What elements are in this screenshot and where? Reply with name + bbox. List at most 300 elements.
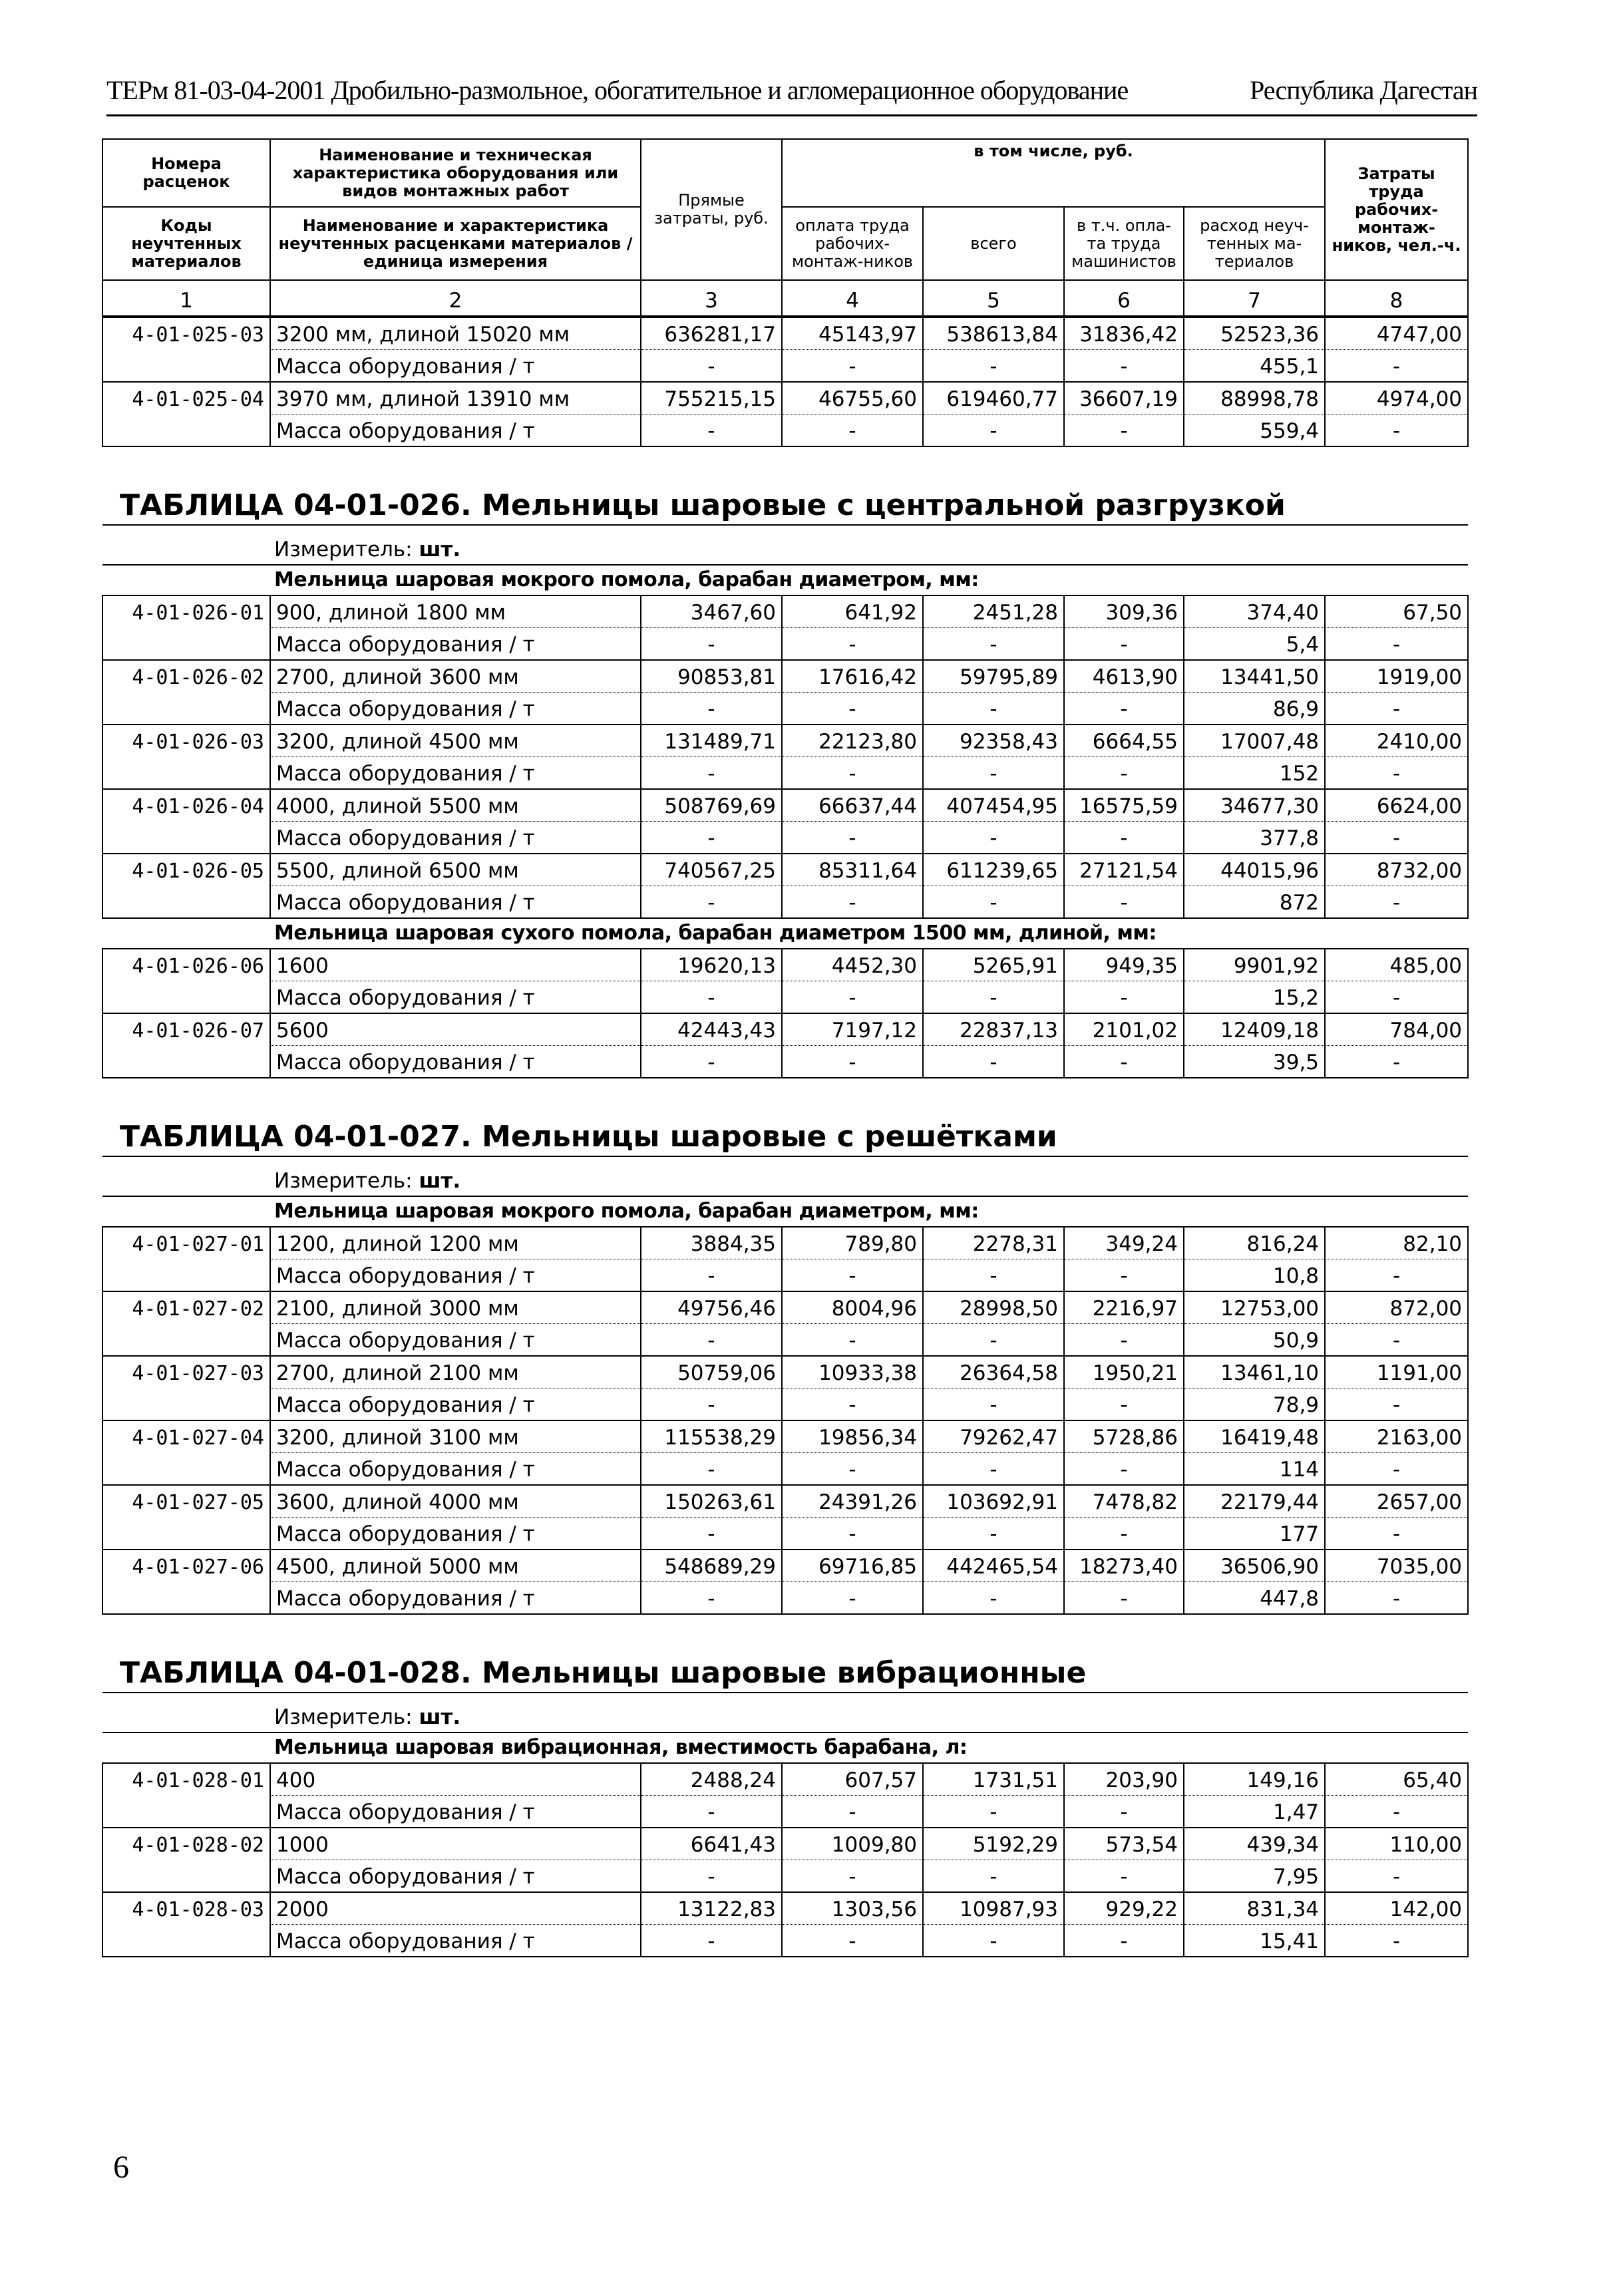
direct-costs: 49756,46 [641, 1291, 782, 1324]
equipment-mass: 377,8 [1184, 822, 1325, 854]
rate-code: 4-01-027-06 [102, 1550, 270, 1582]
dash-cell: - [782, 1324, 923, 1357]
dash-cell: - [782, 628, 923, 661]
labor-hours: 1191,00 [1325, 1356, 1468, 1389]
direct-costs: 42443,43 [641, 1013, 782, 1046]
dash-cell: - [641, 1582, 782, 1615]
dash-cell: - [1064, 628, 1184, 661]
mass-code-cell [102, 350, 270, 383]
rate-code: 4-01-027-03 [102, 1356, 270, 1389]
dash-cell: - [923, 1582, 1064, 1615]
equipment-mass: 177 [1184, 1518, 1325, 1550]
rate-row [102, 595, 1468, 628]
worker-pay: 66637,44 [782, 789, 923, 822]
mass-code-cell [102, 1925, 270, 1957]
dash-cell: - [1064, 414, 1184, 447]
rate-name: 3200, длиной 3100 мм [270, 1420, 641, 1453]
rate-row [102, 1763, 1468, 1796]
mass-row [102, 1324, 1468, 1357]
rate-code: 4-01-026-07 [102, 1013, 270, 1046]
equipment-mass: 10,8 [1184, 1259, 1325, 1292]
rate-row [102, 789, 1468, 822]
dash-cell: - [641, 822, 782, 854]
dash-cell: - [782, 981, 923, 1014]
mass-row [102, 886, 1468, 919]
dash-cell: - [1064, 1796, 1184, 1828]
mass-code-cell [102, 693, 270, 725]
group-heading-row [102, 1196, 1468, 1227]
dash-cell: - [782, 1259, 923, 1292]
column-number: 5 [923, 280, 1064, 317]
rate-name: 3200, длиной 4500 мм [270, 725, 641, 757]
machines-total: 103692,91 [923, 1485, 1064, 1518]
dash-cell: - [1064, 1582, 1184, 1615]
equipment-mass: 1,47 [1184, 1796, 1325, 1828]
dash-cell: - [641, 350, 782, 383]
dash-cell: - [1325, 1518, 1468, 1550]
dash-cell: - [1325, 350, 1468, 383]
worker-pay: 7197,12 [782, 1013, 923, 1046]
worker-pay: 19856,34 [782, 1420, 923, 1453]
unit-value: шт. [419, 538, 461, 562]
dash-cell: - [1064, 1046, 1184, 1078]
page-number: 6 [113, 2150, 129, 2185]
dash-cell: - [641, 414, 782, 447]
direct-costs: 755215,15 [641, 382, 782, 414]
materials-cost: 831,34 [1184, 1892, 1325, 1925]
worker-pay: 607,57 [782, 1763, 923, 1796]
equipment-mass: 7,95 [1184, 1860, 1325, 1893]
dash-cell: - [641, 1925, 782, 1957]
header-row-1 [102, 139, 1468, 207]
materials-cost: 9901,92 [1184, 949, 1325, 981]
mass-label: Масса оборудования / т [270, 350, 641, 383]
equipment-mass: 447,8 [1184, 1582, 1325, 1615]
column-number: 6 [1064, 280, 1184, 317]
mass-label: Масса оборудования / т [270, 822, 641, 854]
dash-cell: - [923, 693, 1064, 725]
labor-hours: 784,00 [1325, 1013, 1468, 1046]
equipment-mass: 5,4 [1184, 628, 1325, 661]
labor-hours: 82,10 [1325, 1227, 1468, 1259]
dash-cell: - [782, 1582, 923, 1615]
rate-name: 2700, длиной 2100 мм [270, 1356, 641, 1389]
machines-total: 26364,58 [923, 1356, 1064, 1389]
rate-name: 3600, длиной 4000 мм [270, 1485, 641, 1518]
equipment-mass: 559,4 [1184, 414, 1325, 447]
dash-cell: - [1064, 1389, 1184, 1421]
col-header-material-names: Наименование и характеристика неучтенных расценками материалов / единица измерения [270, 207, 641, 280]
mass-row [102, 822, 1468, 854]
dash-cell: - [641, 1259, 782, 1292]
mass-code-cell [102, 1453, 270, 1486]
mass-code-cell [102, 1796, 270, 1828]
dash-cell: - [641, 886, 782, 919]
dash-cell: - [1064, 1860, 1184, 1893]
rate-name: 400 [270, 1763, 641, 1796]
dash-cell: - [782, 1925, 923, 1957]
labor-hours: 110,00 [1325, 1828, 1468, 1860]
dash-cell: - [923, 1389, 1064, 1421]
table-title-row [102, 1078, 1468, 1156]
rate-code: 4-01-026-03 [102, 725, 270, 757]
worker-pay: 789,80 [782, 1227, 923, 1259]
mass-row [102, 1925, 1468, 1957]
dash-cell: - [1064, 693, 1184, 725]
materials-cost: 149,16 [1184, 1763, 1325, 1796]
unit-label: Измеритель: [274, 1169, 413, 1193]
group-heading-row [102, 918, 1468, 949]
machines-total: 2451,28 [923, 595, 1064, 628]
materials-cost: 36506,90 [1184, 1550, 1325, 1582]
dash-cell: - [782, 1860, 923, 1893]
labor-hours: 4747,00 [1325, 317, 1468, 350]
labor-hours: 67,50 [1325, 595, 1468, 628]
machines-total: 28998,50 [923, 1291, 1064, 1324]
dash-cell: - [923, 981, 1064, 1014]
mass-label: Масса оборудования / т [270, 693, 641, 725]
dash-cell: - [1325, 981, 1468, 1014]
dash-cell: - [1325, 1259, 1468, 1292]
rate-code: 4-01-028-02 [102, 1828, 270, 1860]
unit-label: Измеритель: [274, 1705, 413, 1729]
machines-total: 5265,91 [923, 949, 1064, 981]
mass-row [102, 1518, 1468, 1550]
machines-total: 22837,13 [923, 1013, 1064, 1046]
rate-code: 4-01-026-01 [102, 595, 270, 628]
dash-cell: - [1325, 1582, 1468, 1615]
mass-code-cell [102, 822, 270, 854]
direct-costs: 19620,13 [641, 949, 782, 981]
column-number: 8 [1325, 280, 1468, 317]
column-number: 3 [641, 280, 782, 317]
mass-code-cell [102, 628, 270, 661]
dash-cell: - [1325, 1925, 1468, 1957]
labor-hours: 2163,00 [1325, 1420, 1468, 1453]
mass-row [102, 1860, 1468, 1893]
mass-row [102, 414, 1468, 447]
rate-name: 2000 [270, 1892, 641, 1925]
column-number: 1 [102, 280, 270, 317]
dash-cell: - [1325, 628, 1468, 661]
rate-row [102, 725, 1468, 757]
mass-row [102, 350, 1468, 383]
mass-row [102, 1453, 1468, 1486]
machines-total: 5192,29 [923, 1828, 1064, 1860]
rate-code: 4-01-027-01 [102, 1227, 270, 1259]
direct-costs: 508769,69 [641, 789, 782, 822]
machines-total: 10987,93 [923, 1892, 1064, 1925]
dash-cell: - [782, 822, 923, 854]
unit-label: Измеритель: [274, 538, 413, 562]
labor-hours: 8732,00 [1325, 854, 1468, 886]
dash-cell: - [923, 1518, 1064, 1550]
rate-row [102, 1828, 1468, 1860]
rate-name: 1000 [270, 1828, 641, 1860]
dash-cell: - [641, 757, 782, 790]
machines-total: 611239,65 [923, 854, 1064, 886]
header-row-2 [102, 207, 1468, 280]
dash-cell: - [923, 1796, 1064, 1828]
rate-code: 4-01-026-05 [102, 854, 270, 886]
rate-name: 4000, длиной 5500 мм [270, 789, 641, 822]
labor-hours: 4974,00 [1325, 382, 1468, 414]
dash-cell: - [923, 1324, 1064, 1357]
materials-cost: 374,40 [1184, 595, 1325, 628]
rate-code: 4-01-027-02 [102, 1291, 270, 1324]
group-heading-row [102, 565, 1468, 595]
direct-costs: 13122,83 [641, 1892, 782, 1925]
rate-row [102, 1227, 1468, 1259]
rate-name: 4500, длиной 5000 мм [270, 1550, 641, 1582]
group-heading: Мельница шаровая сухого помола, барабан диаметром 1500 мм, длиной, мм: [102, 918, 1468, 949]
page-header [106, 75, 1477, 114]
dash-cell: - [1064, 1324, 1184, 1357]
operator-pay: 929,22 [1064, 1892, 1184, 1925]
direct-costs: 3467,60 [641, 595, 782, 628]
rate-row [102, 1356, 1468, 1389]
direct-costs: 115538,29 [641, 1420, 782, 1453]
operator-pay: 309,36 [1064, 595, 1184, 628]
dash-cell: - [782, 350, 923, 383]
mass-row [102, 757, 1468, 790]
unit-row [102, 525, 1468, 565]
rate-name: 1200, длиной 1200 мм [270, 1227, 641, 1259]
dash-cell: - [923, 1259, 1064, 1292]
operator-pay: 18273,40 [1064, 1550, 1184, 1582]
worker-pay: 17616,42 [782, 660, 923, 693]
dash-cell: - [1064, 886, 1184, 919]
dash-cell: - [782, 414, 923, 447]
equipment-mass: 50,9 [1184, 1324, 1325, 1357]
table-title-row [102, 446, 1468, 525]
materials-cost: 12409,18 [1184, 1013, 1325, 1046]
mass-label: Масса оборудования / т [270, 757, 641, 790]
mass-row [102, 1796, 1468, 1828]
worker-pay: 85311,64 [782, 854, 923, 886]
mass-label: Масса оборудования / т [270, 1796, 641, 1828]
col-header-direct-costs: Прямые затраты, руб. [641, 139, 782, 280]
group-heading-row [102, 1732, 1468, 1763]
dash-cell: - [782, 693, 923, 725]
operator-pay: 2101,02 [1064, 1013, 1184, 1046]
labor-hours: 142,00 [1325, 1892, 1468, 1925]
equipment-mass: 455,1 [1184, 350, 1325, 383]
direct-costs: 636281,17 [641, 317, 782, 350]
rate-name: 2100, длиной 3000 мм [270, 1291, 641, 1324]
operator-pay: 1950,21 [1064, 1356, 1184, 1389]
dash-cell: - [1325, 1389, 1468, 1421]
mass-code-cell [102, 414, 270, 447]
rates-table [102, 138, 1469, 1957]
mass-label: Масса оборудования / т [270, 981, 641, 1014]
mass-label: Масса оборудования / т [270, 1046, 641, 1078]
column-numbers-row [102, 280, 1468, 317]
direct-costs: 2488,24 [641, 1763, 782, 1796]
dash-cell: - [641, 1046, 782, 1078]
group-heading: Мельница шаровая мокрого помола, барабан диаметром, мм: [102, 1196, 1468, 1227]
labor-hours: 2657,00 [1325, 1485, 1468, 1518]
dash-cell: - [1064, 350, 1184, 383]
header-rule [106, 114, 1477, 116]
dash-cell: - [923, 1046, 1064, 1078]
rate-name: 5500, длиной 6500 мм [270, 854, 641, 886]
rate-name: 3970 мм, длиной 13910 мм [270, 382, 641, 414]
mass-row [102, 628, 1468, 661]
operator-pay: 7478,82 [1064, 1485, 1184, 1518]
mass-code-cell [102, 1324, 270, 1357]
dash-cell: - [923, 628, 1064, 661]
dash-cell: - [1325, 757, 1468, 790]
rate-code: 4-01-027-05 [102, 1485, 270, 1518]
mass-label: Масса оборудования / т [270, 1389, 641, 1421]
worker-pay: 4452,30 [782, 949, 923, 981]
mass-row [102, 1046, 1468, 1078]
operator-pay: 2216,97 [1064, 1291, 1184, 1324]
labor-hours: 7035,00 [1325, 1550, 1468, 1582]
dash-cell: - [1325, 693, 1468, 725]
rate-code: 4-01-027-04 [102, 1420, 270, 1453]
dash-cell: - [641, 1860, 782, 1893]
machines-total: 92358,43 [923, 725, 1064, 757]
dash-cell: - [1064, 1453, 1184, 1486]
worker-pay: 69716,85 [782, 1550, 923, 1582]
rate-row [102, 1013, 1468, 1046]
equipment-mass: 15,41 [1184, 1925, 1325, 1957]
worker-pay: 1009,80 [782, 1828, 923, 1860]
machines-total: 619460,77 [923, 382, 1064, 414]
rate-code: 4-01-026-02 [102, 660, 270, 693]
rate-row [102, 1485, 1468, 1518]
column-number: 2 [270, 280, 641, 317]
table-title-row [102, 1614, 1468, 1693]
dash-cell: - [923, 350, 1064, 383]
table-title: ТАБЛИЦА 04-01-026. Мельницы шаровые с центральной разгрузкой [102, 446, 1468, 525]
mass-label: Масса оборудования / т [270, 1582, 641, 1615]
dash-cell: - [1325, 1860, 1468, 1893]
rate-row [102, 382, 1468, 414]
machines-total: 442465,54 [923, 1550, 1064, 1582]
dash-cell: - [1064, 981, 1184, 1014]
materials-cost: 88998,78 [1184, 382, 1325, 414]
materials-cost: 16419,48 [1184, 1420, 1325, 1453]
dash-cell: - [641, 1518, 782, 1550]
mass-row [102, 981, 1468, 1014]
operator-pay: 27121,54 [1064, 854, 1184, 886]
operator-pay: 573,54 [1064, 1828, 1184, 1860]
mass-label: Масса оборудования / т [270, 1518, 641, 1550]
mass-code-cell [102, 757, 270, 790]
col-header-labor-hours: Затраты труда рабочих-монтаж-ников, чел.-ч. [1325, 139, 1468, 280]
machines-total: 538613,84 [923, 317, 1064, 350]
dash-cell: - [1064, 822, 1184, 854]
labor-hours: 65,40 [1325, 1763, 1468, 1796]
dash-cell: - [923, 1925, 1064, 1957]
operator-pay: 203,90 [1064, 1763, 1184, 1796]
materials-cost: 44015,96 [1184, 854, 1325, 886]
direct-costs: 740567,25 [641, 854, 782, 886]
direct-costs: 50759,06 [641, 1356, 782, 1389]
direct-costs: 131489,71 [641, 725, 782, 757]
machines-total: 407454,95 [923, 789, 1064, 822]
group-heading: Мельница шаровая вибрационная, вместимость барабана, л: [102, 1732, 1468, 1763]
rate-name: 900, длиной 1800 мм [270, 595, 641, 628]
materials-cost: 17007,48 [1184, 725, 1325, 757]
rate-code: 4-01-028-03 [102, 1892, 270, 1925]
dash-cell: - [923, 414, 1064, 447]
col-header-operator-pay: в т.ч. опла-та труда машинистов [1064, 207, 1184, 280]
mass-label: Масса оборудования / т [270, 414, 641, 447]
col-header-name: Наименование и техническая характеристика оборудования или видов монтажных работ [270, 139, 641, 207]
column-number: 7 [1184, 280, 1325, 317]
dash-cell: - [1325, 1796, 1468, 1828]
direct-costs: 150263,61 [641, 1485, 782, 1518]
rate-name: 2700, длиной 3600 мм [270, 660, 641, 693]
unit-cell [102, 1693, 1468, 1732]
dash-cell: - [782, 886, 923, 919]
col-header-material-codes: Коды неучтенных материалов [102, 207, 270, 280]
col-header-including: в том числе, руб. [782, 139, 1325, 207]
operator-pay: 6664,55 [1064, 725, 1184, 757]
worker-pay: 45143,97 [782, 317, 923, 350]
equipment-mass: 39,5 [1184, 1046, 1325, 1078]
rate-row [102, 949, 1468, 981]
dash-cell: - [1064, 757, 1184, 790]
dash-cell: - [641, 1324, 782, 1357]
rate-row [102, 1550, 1468, 1582]
col-header-material-consumption: расход неуч-тенных ма-териалов [1184, 207, 1325, 280]
dash-cell: - [782, 1518, 923, 1550]
materials-cost: 22179,44 [1184, 1485, 1325, 1518]
dash-cell: - [1064, 1518, 1184, 1550]
table-title: ТАБЛИЦА 04-01-028. Мельницы шаровые вибрационные [102, 1614, 1468, 1693]
worker-pay: 10933,38 [782, 1356, 923, 1389]
unit-cell [102, 525, 1468, 565]
mass-code-cell [102, 1860, 270, 1893]
group-heading: Мельница шаровая мокрого помола, барабан диаметром, мм: [102, 565, 1468, 595]
dash-cell: - [641, 628, 782, 661]
mass-row [102, 693, 1468, 725]
rate-code: 4-01-028-01 [102, 1763, 270, 1796]
unit-row [102, 1693, 1468, 1732]
rate-row [102, 1420, 1468, 1453]
dash-cell: - [923, 1453, 1064, 1486]
region-name: Республика Дагестан [1250, 75, 1477, 105]
col-header-machines-total: всего [923, 207, 1064, 280]
rate-name: 1600 [270, 949, 641, 981]
worker-pay: 22123,80 [782, 725, 923, 757]
dash-cell: - [1325, 414, 1468, 447]
unit-row [102, 1156, 1468, 1196]
dash-cell: - [782, 1046, 923, 1078]
dash-cell: - [1325, 822, 1468, 854]
dash-cell: - [1325, 1324, 1468, 1357]
col-header-worker-pay: оплата труда рабочих-монтаж-ников [782, 207, 923, 280]
operator-pay: 349,24 [1064, 1227, 1184, 1259]
worker-pay: 8004,96 [782, 1291, 923, 1324]
col-header-rate-numbers: Номера расценок [102, 139, 270, 207]
rate-row [102, 854, 1468, 886]
equipment-mass: 78,9 [1184, 1389, 1325, 1421]
rate-row [102, 1291, 1468, 1324]
mass-label: Масса оборудования / т [270, 1324, 641, 1357]
dash-cell: - [1064, 1925, 1184, 1957]
equipment-mass: 114 [1184, 1453, 1325, 1486]
rate-code: 4-01-026-06 [102, 949, 270, 981]
rate-name: 5600 [270, 1013, 641, 1046]
mass-label: Масса оборудования / т [270, 628, 641, 661]
dash-cell: - [641, 1796, 782, 1828]
